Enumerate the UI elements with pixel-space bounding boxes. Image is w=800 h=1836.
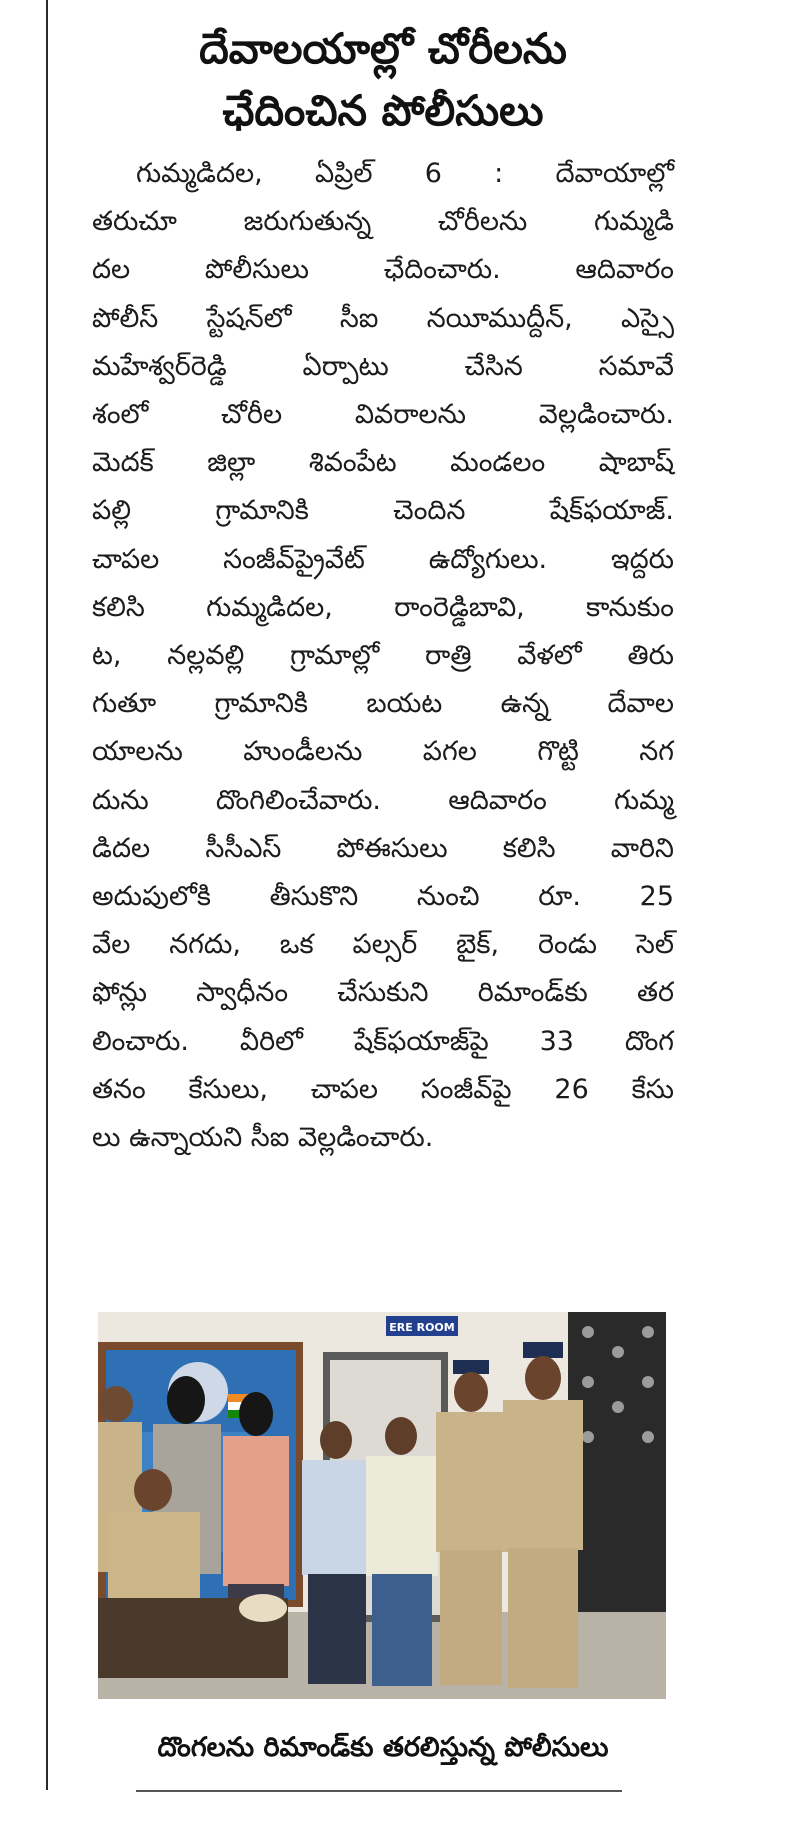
body-line: పల్లి గ్రామానికి చెందిన షేక్‌ఫయాజ్. [92,495,674,527]
article-body [92,150,674,1162]
body-line: లించారు. వీరిలో షేక్‌ఫయాజ్‌పై 33 దొంగ [92,1025,674,1057]
body-line: మెదక్ జిల్లా శివంపేట మండలం షాబాష్ [92,447,674,479]
headline-line: ఛేదించిన పోలీసులు [222,86,544,135]
body-line: అదుపులోకి తీసుకొని నుంచి రూ. 25 [92,881,674,913]
photo-illustration [98,1312,666,1699]
body-line: తరుచూ జరుగుతున్న చోరీలను గుమ్మడి [92,206,674,238]
news-photo [98,1312,666,1699]
body-line: యాలను హుండీలను పగల గొట్టి నగ [92,736,674,768]
body-line: తనం కేసులు, చాపల సంజీవ్‌పై 26 కేసు [92,1073,674,1105]
body-line: ట, నల్లవల్లి గ్రామాల్లో రాత్రి వేళలో తిరు [92,640,674,672]
body-line: లు ఉన్నాయని సీఐ వెల్లడించారు. [92,1122,434,1154]
bottom-rule [136,1790,622,1792]
body-line: వేల నగదు, ఒక పల్సర్ బైక్, రెండు సెల్ [92,929,674,961]
body-line: చాపల సంజీవ్‌ప్రైవేట్ ఉద్యోగులు. ఇద్దరు [92,543,674,575]
door-sign-text: ERE ROOM [389,1321,455,1334]
body-line: ఫోన్లు స్వాధీనం చేసుకుని రిమాండ్‌కు తర [92,977,674,1009]
headline [92,18,674,142]
body-line: డిదల సీసీఎస్ పోఈసులు కలిసి వారిని [92,832,674,864]
body-line: శంలో చోరీల వివరాలను వెల్లడించారు. [92,399,674,431]
news-article [92,18,674,1162]
body-line: గుతూ గ్రామానికి బయట ఉన్న దేవాల [92,688,674,720]
body-line: మహేశ్వర్‌రెడ్డి ఏర్పాటు చేసిన సమావే [92,350,674,382]
body-line: పోలీస్ స్టేషన్‌లో సీఐ నయీముద్దీన్, ఎస్సై [92,302,674,334]
column-rule [46,0,48,1790]
photo-caption: దొంగలను రిమాండ్‌కు తరలిస్తున్న పోలీసులు [157,1732,609,1763]
body-line: దల పోలీసులు ఛేదించారు. ఆదివారం [92,254,674,286]
body-line: దును దొంగిలించేవారు. ఆదివారం గుమ్మ [92,784,674,816]
body-line: కలిసి గుమ్మడిదల, రాంరెడ్డిబావి, కానుకుం [92,591,674,623]
body-line: గుమ్మడిదల, ఏప్రిల్ 6 : దేవాయాల్లో [136,158,674,189]
headline-line: దేవాలయాల్లో చోరీలను [199,24,567,73]
